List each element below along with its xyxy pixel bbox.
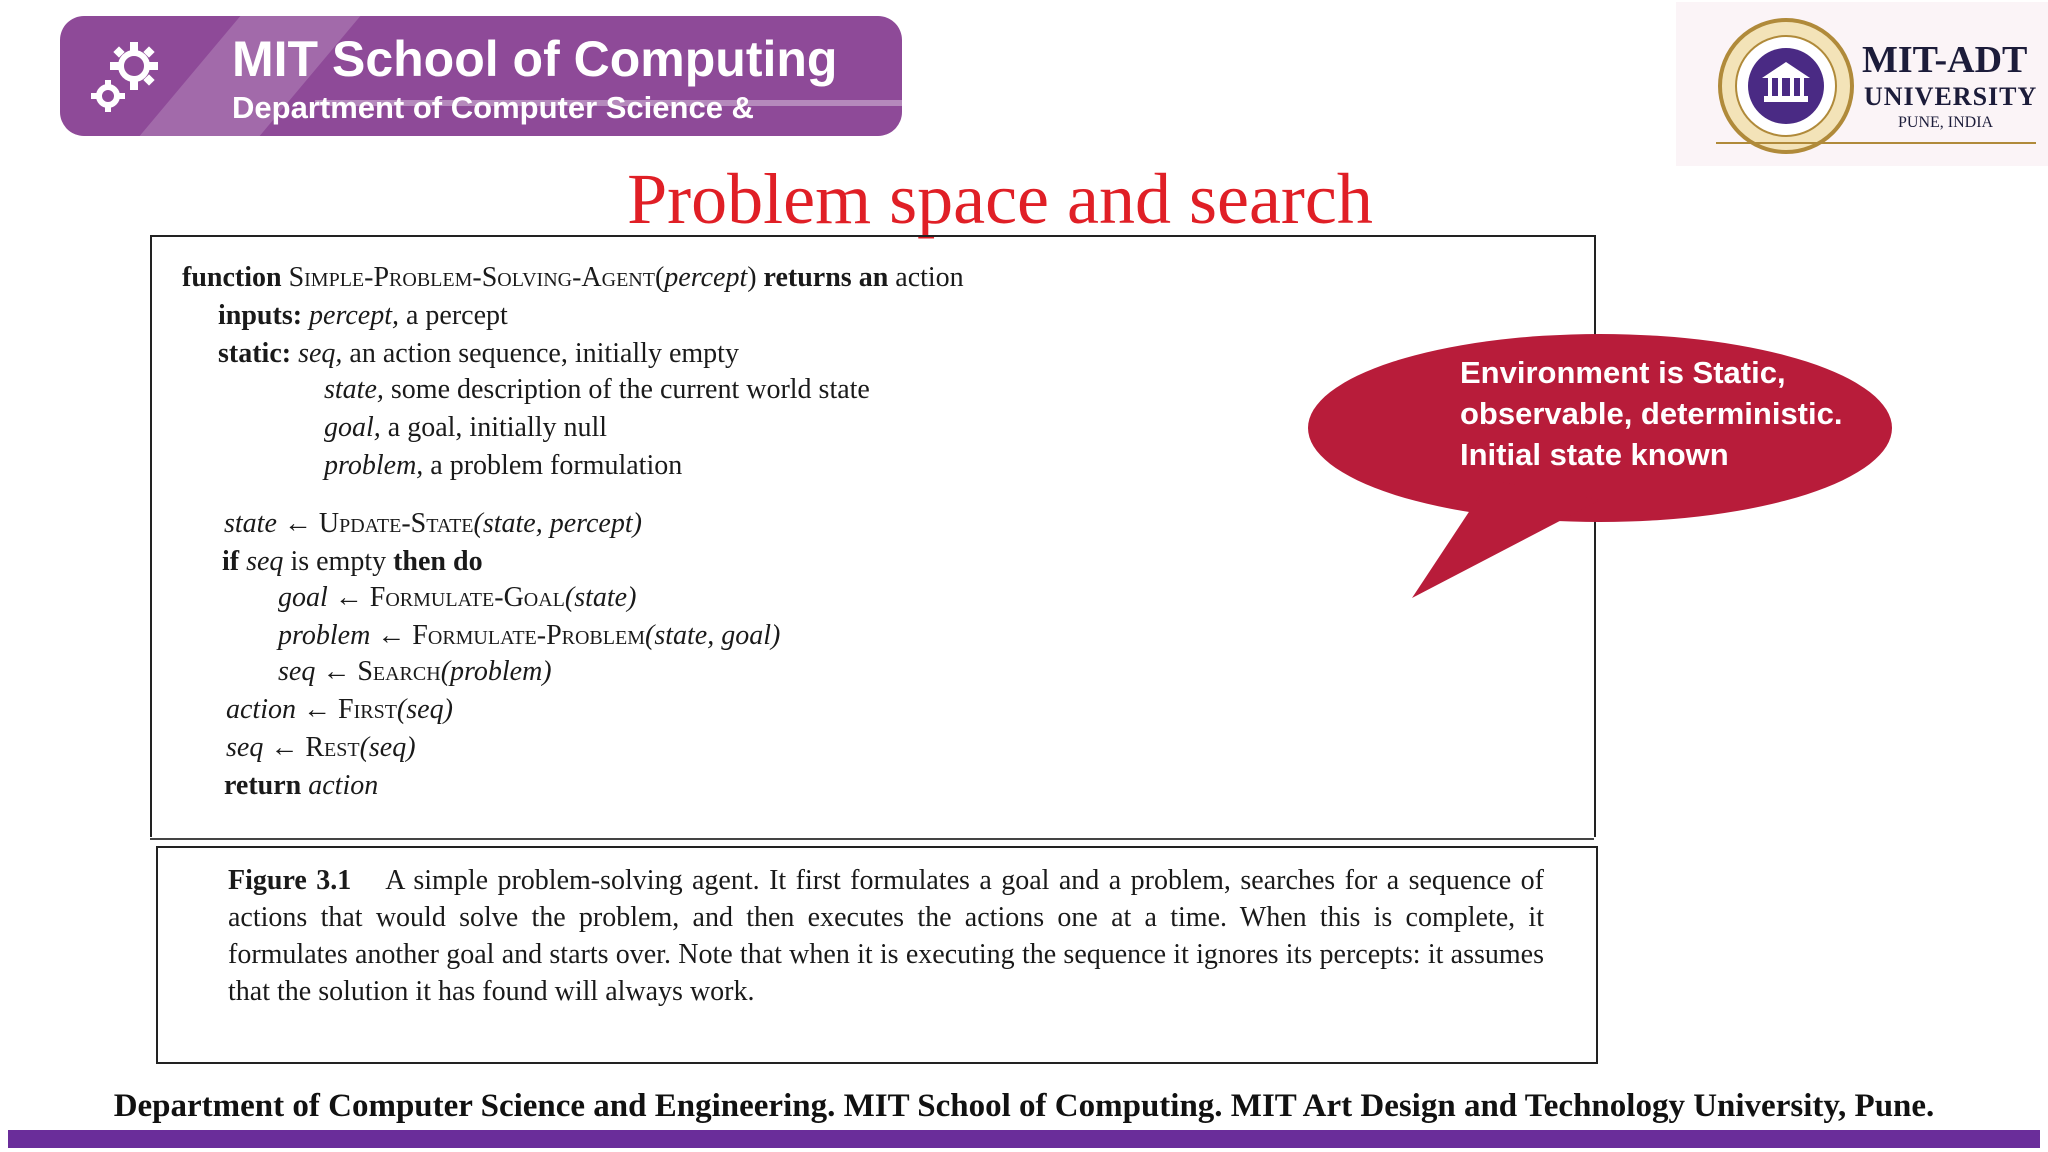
gears-icon [88,40,168,120]
algo-line-inputs: inputs: percept, a percept [218,300,508,331]
algo-line-formulate-goal: goal ← Formulate-Goal(state) [278,582,637,613]
callout-line-3: Initial state known [1460,437,1729,472]
header-banner [60,16,902,165]
logo-rule [1716,142,2036,144]
callout-line-1: Environment is Static, [1460,355,1786,390]
caption-text: A simple problem-solving agent. It first formulates a goal and a problem, searches for a sequence of actions that would solve the problem, and then executes the actions one at a time. When this is complete, it formulates another goal and starts over. Note that when it is executing the sequence it ignores its percepts: it assumes that the solution it has found will always work. [228,865,1544,1007]
algo-line-update-state: state ← Update-State(state, percept) [224,508,642,539]
algo-line-problem: problem, a problem formulation [324,450,683,481]
footer-bar [8,1130,2040,1148]
algorithm-separator [150,838,1594,840]
logo-location: PUNE, INDIA [1898,114,1994,131]
logo-university: UNIVERSITY [1864,82,2038,111]
figure-label: Figure 3.1 [228,865,352,896]
footer-text: Department of Computer Science and Engineering. MIT School of Computing. MIT Art Design and Technology University, Pune. [113,1088,1935,1124]
university-seal-icon [1716,16,1856,156]
department-subtitle: Department of Computer Science & Engineering [232,90,754,165]
school-title: MIT School of Computing [232,31,838,87]
university-logo [1676,2,2048,166]
algo-line-static: static: seq, an action sequence, initially empty [218,338,739,369]
slide-title: Problem space and search [627,159,1373,239]
algo-line-rest: seq ← Rest(seq) [226,732,416,763]
algo-line-state: state, some description of the current world state [324,374,870,405]
algo-line-search: seq ← Search(problem) [278,656,552,687]
algo-line-if: if seq is empty then do [222,546,483,577]
logo-name: MIT-ADT [1862,39,2028,81]
algo-line-goal: goal, a goal, initially null [324,412,608,443]
figure-caption [228,862,1544,1010]
algo-line-function: function Simple-Problem-Solving-Agent(percept) returns an action [182,262,964,293]
algo-line-return: return action [224,770,379,801]
callout-text [1460,352,1900,475]
algo-line-formulate-problem: problem ← Formulate-Problem(state, goal) [278,620,781,651]
callout-line-2: observable, deterministic. [1460,396,1843,431]
algo-line-first: action ← First(seq) [226,694,453,725]
